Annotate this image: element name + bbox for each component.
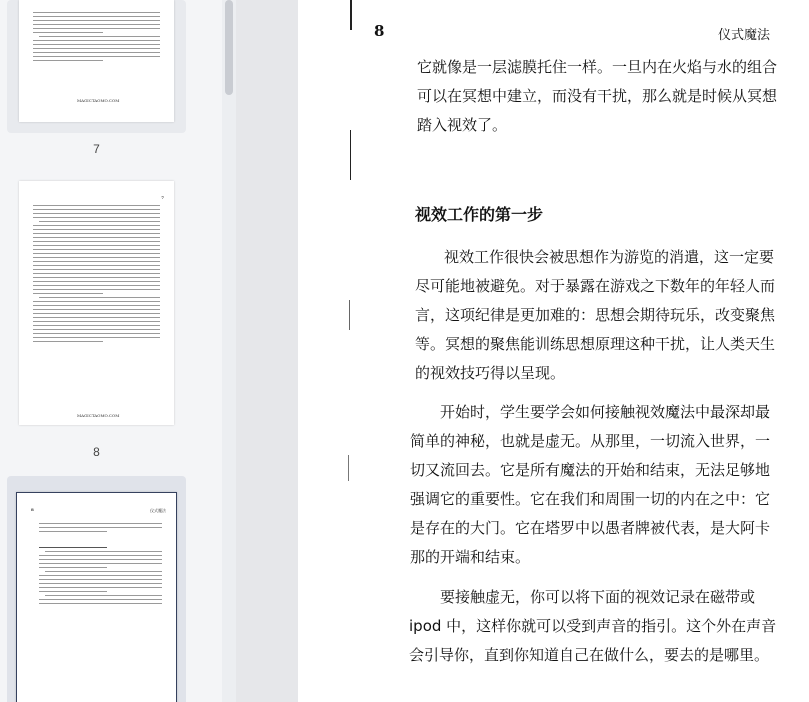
paragraph-line: 视效工作很快会被思想作为游览的消遣，这一定要 — [444, 248, 775, 266]
paragraph-3 — [410, 398, 770, 572]
paragraph-line: 它就像是一层滤膜托住一样。一旦内在火焰与水的组合 — [417, 58, 778, 76]
thumbnail-page-8-image — [19, 181, 174, 425]
paragraph-line: 的视效技巧得以呈现。 — [415, 364, 566, 382]
thumbnail-sidebar — [0, 0, 222, 702]
thumbnail-page-7-image — [19, 0, 174, 122]
paragraph-line: 是存在的大门。它在塔罗中以愚者牌被代表，是大阿卡 — [410, 519, 771, 537]
thumbnail-page-current-image — [16, 492, 177, 702]
thumbnail-page-current[interactable] — [7, 476, 186, 702]
scan-margin-mark — [350, 0, 352, 30]
paragraph-line: 要接触虚无，你可以将下面的视效记录在磁带或 — [440, 588, 756, 606]
thumbnail-label-7: 7 — [93, 142, 100, 156]
paragraph-line: ipod 中，这样你就可以受到声音的指引。这个外在声音 — [409, 617, 777, 635]
paragraph-line: 强调它的重要性。它在我们和周围一切的内在之中：它 — [410, 490, 771, 508]
thumbnail-label-8: 8 — [93, 445, 100, 459]
paragraph-line: 切又流回去。它是所有魔法的开始和结束，无法足够地 — [410, 461, 771, 479]
scan-margin-mark — [348, 455, 349, 481]
thumbnail-footer: MAGICTAOMO.COM — [77, 98, 120, 103]
page-number: 8 — [374, 22, 385, 40]
paragraph-line: 言，这项纪律是更加难的：思想会期待玩乐，改变聚焦 — [415, 306, 776, 324]
sidebar-scrollbar-thumb[interactable] — [225, 0, 233, 95]
paragraph-line: 可以在冥想中建立，而没有干扰，那么就是时候从冥想 — [417, 87, 778, 105]
viewer-background — [236, 0, 298, 702]
paragraph-line: 那的开端和结束。 — [410, 548, 531, 566]
thumbnail-page-7[interactable] — [7, 0, 186, 133]
thumbnail-running-head: 仪式魔法 — [150, 508, 166, 513]
scan-margin-mark — [350, 130, 351, 180]
paragraph-1 — [417, 53, 777, 140]
thumbnail-footer: MAGICTAOMO.COM — [77, 413, 120, 418]
paragraph-line: 简单的神秘，也就是虚无。从那里，一切流入世界，一 — [410, 432, 771, 450]
paragraph-line: 开始时，学生要学会如何接触视效魔法中最深却最 — [440, 403, 771, 421]
running-head: 仪式魔法 — [718, 28, 771, 43]
paragraph-line: 等。冥想的聚焦能训练思想原理这种干扰，让人类天生 — [415, 335, 776, 353]
thumbnail-page-8[interactable] — [7, 172, 186, 434]
thumbnail-page-number: 8 — [31, 507, 34, 512]
paragraph-line: 踏入视效了。 — [417, 116, 508, 134]
document-page — [298, 0, 809, 702]
thumbnail-page-number: 7 — [161, 195, 164, 200]
section-heading: 视效工作的第一步 — [415, 205, 544, 224]
paragraph-4 — [409, 583, 776, 670]
paragraph-line: 尽可能地被避免。对于暴露在游戏之下数年的年轻人而 — [415, 277, 776, 295]
sidebar-scrollbar[interactable] — [222, 0, 236, 702]
paragraph-line: 会引导你，直到你知道自己在做什么，要去的是哪里。 — [409, 646, 770, 664]
scan-margin-mark — [349, 300, 350, 330]
paragraph-2 — [415, 243, 775, 388]
